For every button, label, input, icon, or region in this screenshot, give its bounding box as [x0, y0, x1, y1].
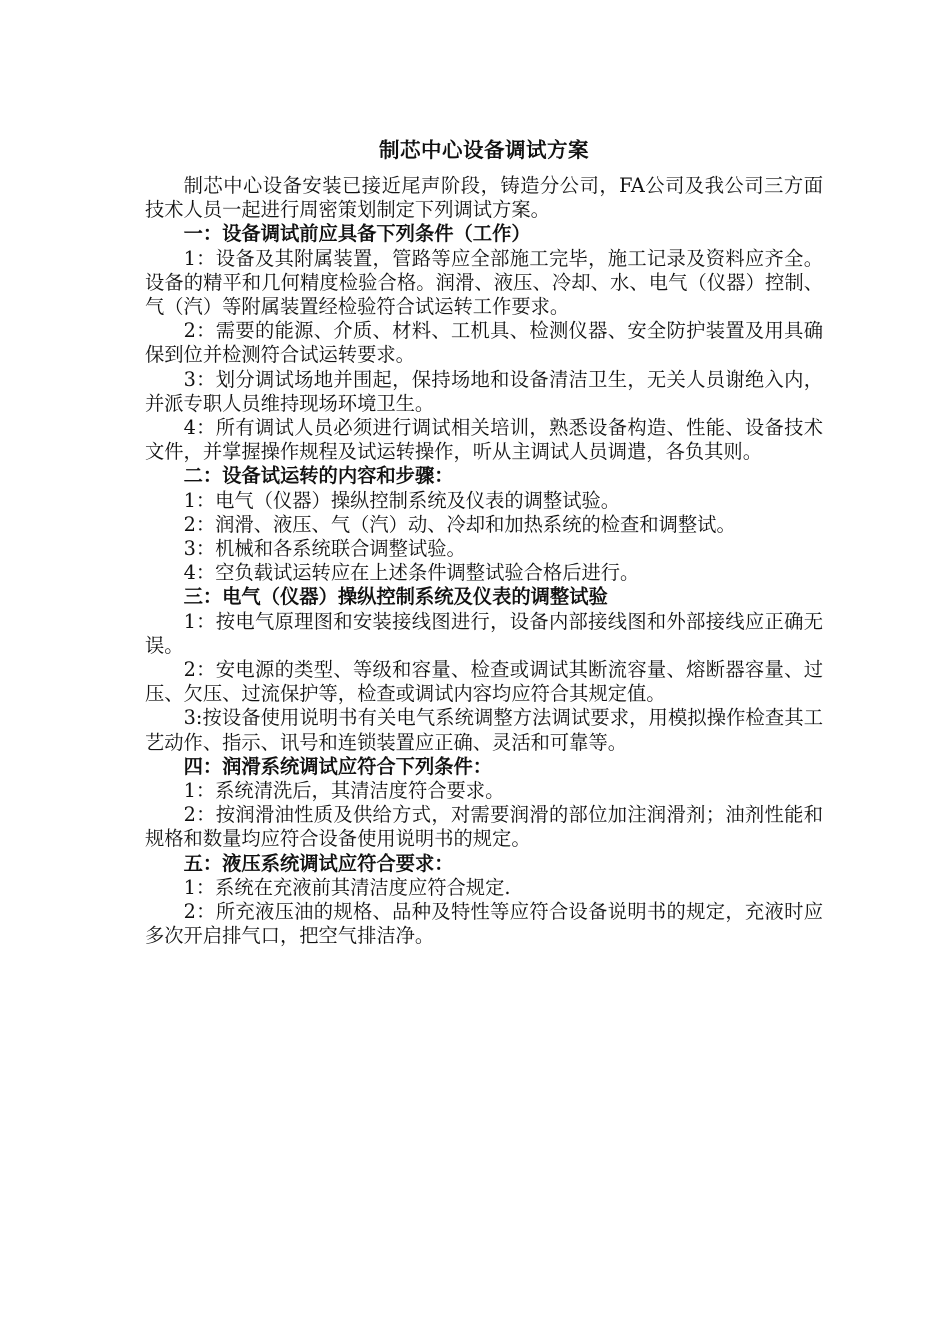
section-4-item-2: 2：按润滑油性质及供给方式，对需要润滑的部位加注润滑剂；油剂性能和规格和数量均应符合设备使用说明书的规定。: [145, 803, 823, 851]
section-1-item-1: 1：设备及其附属装置，管路等应全部施工完毕，施工记录及资料应齐全。设备的精平和几何精度检验合格。润滑、液压、冷却、水、电气（仪器）控制、气（汽）等附属装置经检验符合试运转工作要求。: [145, 246, 823, 319]
section-4-heading: 四：润滑系统调试应符合下列条件：: [183, 754, 493, 778]
section-1-item-3: 3：划分调试场地并围起，保持场地和设备清洁卫生，无关人员谢绝入内，并派专职人员维持现场环境卫生。: [145, 367, 823, 415]
section-1-heading: 一：设备调试前应具备下列条件（工作）: [183, 222, 531, 246]
section-3-item-1: 1：按电气原理图和安装接线图进行，设备内部接线图和外部接线应正确无误。: [145, 609, 823, 657]
document-page: [145, 134, 823, 949]
section-2-heading: 二：设备试运转的内容和步骤：: [183, 464, 454, 488]
section-5-heading: 五：液压系统调试应符合要求：: [183, 851, 454, 875]
section-3-item-3: 3:按设备使用说明书有关电气系统调整方法调试要求，用模拟操作检查其工艺动作、指示、讯号和连锁装置应正确、灵活和可靠等。: [145, 706, 823, 754]
section-2-item-3: 3：机械和各系统联合调整试验。: [183, 537, 466, 561]
section-3-item-2: 2：安电源的类型、等级和容量、检查或调试其断流容量、熔断器容量、过压、欠压、过流保护等，检查或调试内容均应符合其规定值。: [145, 658, 823, 706]
section-4-item-1: 1：系统清洗后，其清洁度符合要求。: [183, 779, 505, 803]
section-3-heading: 三：电气（仪器）操纵控制系统及仪表的调整试验: [183, 585, 608, 609]
section-2-item-1: 1：电气（仪器）操纵控制系统及仪表的调整试验。: [183, 488, 621, 512]
section-1-item-2: 2：需要的能源、介质、材料、工机具、检测仪器、安全防护装置及用具确保到位并检测符合试运转要求。: [145, 319, 823, 367]
section-2-item-4: 4：空负载试运转应在上述条件调整试验合格后进行。: [183, 561, 640, 585]
section-1-item-4: 4：所有调试人员必须进行调试相关培训，熟悉设备构造、性能、设备技术文件，并掌握操作规程及试运转操作，听从主调试人员调遣，各负其则。: [145, 416, 823, 464]
section-5-item-1: 1：系统在充液前其清洁度应符合规定.: [183, 875, 511, 899]
intro-paragraph: 制芯中心设备安装已接近尾声阶段，铸造分公司，FA公司及我公司三方面技术人员一起进行周密策划制定下列调试方案。: [145, 174, 823, 222]
section-2-item-2: 2：润滑、液压、气（汽）动、冷却和加热系统的检查和调整试。: [183, 512, 736, 536]
document-title: 制芯中心设备调试方案: [379, 138, 589, 162]
section-5-item-2: 2：所充液压油的规格、品种及特性等应符合设备说明书的规定，充液时应多次开启排气口，把空气排洁净。: [145, 900, 823, 948]
